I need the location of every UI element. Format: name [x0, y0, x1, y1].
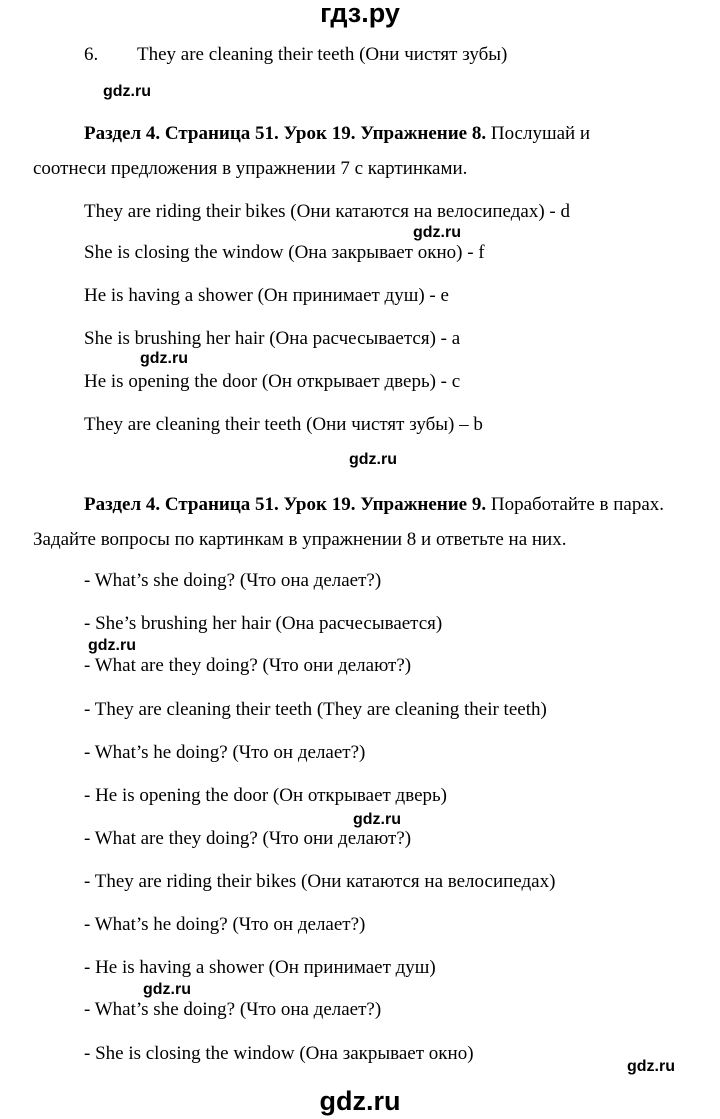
exercise-8-line: He is having a shower (Он принимает душ) - e	[84, 285, 449, 306]
item-6-number: 6.	[84, 44, 99, 65]
watermark: gdz.ru	[103, 83, 151, 100]
exercise-9-line: - What’s he doing? (Что он делает?)	[84, 742, 366, 763]
exercise-9-line: - He is having a shower (Он принимает душ)	[84, 957, 436, 978]
exercise-9-instruction-1: Поработайте в парах.	[486, 494, 665, 515]
exercise-9-line: - What are they doing? (Что они делают?)	[84, 828, 412, 849]
exercise-8-instruction-2: соотнеси предложения в упражнении 7 с картинками.	[33, 158, 468, 179]
exercise-9-line: - What are they doing? (Что они делают?)	[84, 655, 412, 676]
watermark: gdz.ru	[140, 350, 188, 367]
item-6-text: They are cleaning their teeth (Они чистят зубы)	[137, 44, 508, 65]
exercise-8-instruction-1: Послушай и	[486, 123, 591, 144]
exercise-9-line: - They are cleaning their teeth (They are cleaning their teeth)	[84, 699, 547, 720]
exercise-9-heading-line	[84, 493, 664, 517]
watermark: gdz.ru	[627, 1058, 675, 1075]
exercise-9-line: - What’s he doing? (Что он делает?)	[84, 914, 366, 935]
exercise-9-line: - What’s she doing? (Что она делает?)	[84, 570, 382, 591]
exercise-9-line: - She’s brushing her hair (Она расчесывается)	[84, 613, 443, 634]
watermark: gdz.ru	[349, 451, 397, 468]
exercise-8-line: They are riding their bikes (Они катаются на велосипедах) - d	[84, 201, 570, 222]
exercise-9-line: - What’s she doing? (Что она делает?)	[84, 999, 382, 1020]
watermark: gdz.ru	[353, 811, 401, 828]
watermark: gdz.ru	[413, 224, 461, 241]
exercise-8-line: He is opening the door (Он открывает дверь) - c	[84, 371, 461, 392]
exercise-9-instruction-2: Задайте вопросы по картинкам в упражнении 8 и ответьте на них.	[33, 529, 567, 550]
exercise-8-heading: Раздел 4. Страница 51. Урок 19. Упражнение 8.	[84, 123, 487, 144]
exercise-9-heading: Раздел 4. Страница 51. Урок 19. Упражнение 9.	[84, 494, 487, 515]
exercise-9-line: - They are riding their bikes (Они катаются на велосипедах)	[84, 871, 556, 892]
exercise-8-heading-line	[84, 122, 590, 146]
exercise-8-line: She is closing the window (Она закрывает окно) - f	[84, 242, 485, 263]
exercise-8-line: She is brushing her hair (Она расчесывается) - a	[84, 328, 461, 349]
exercise-9-line: - He is opening the door (Он открывает дверь)	[84, 785, 448, 806]
watermark: gdz.ru	[88, 637, 136, 654]
watermark: gdz.ru	[143, 981, 191, 998]
exercise-8-line: They are cleaning their teeth (Они чистят зубы) – b	[84, 414, 483, 435]
site-footer: gdz.ru	[319, 1086, 401, 1116]
site-header: гдз.ру	[320, 0, 400, 28]
exercise-9-line: - She is closing the window (Она закрывает окно)	[84, 1043, 474, 1064]
